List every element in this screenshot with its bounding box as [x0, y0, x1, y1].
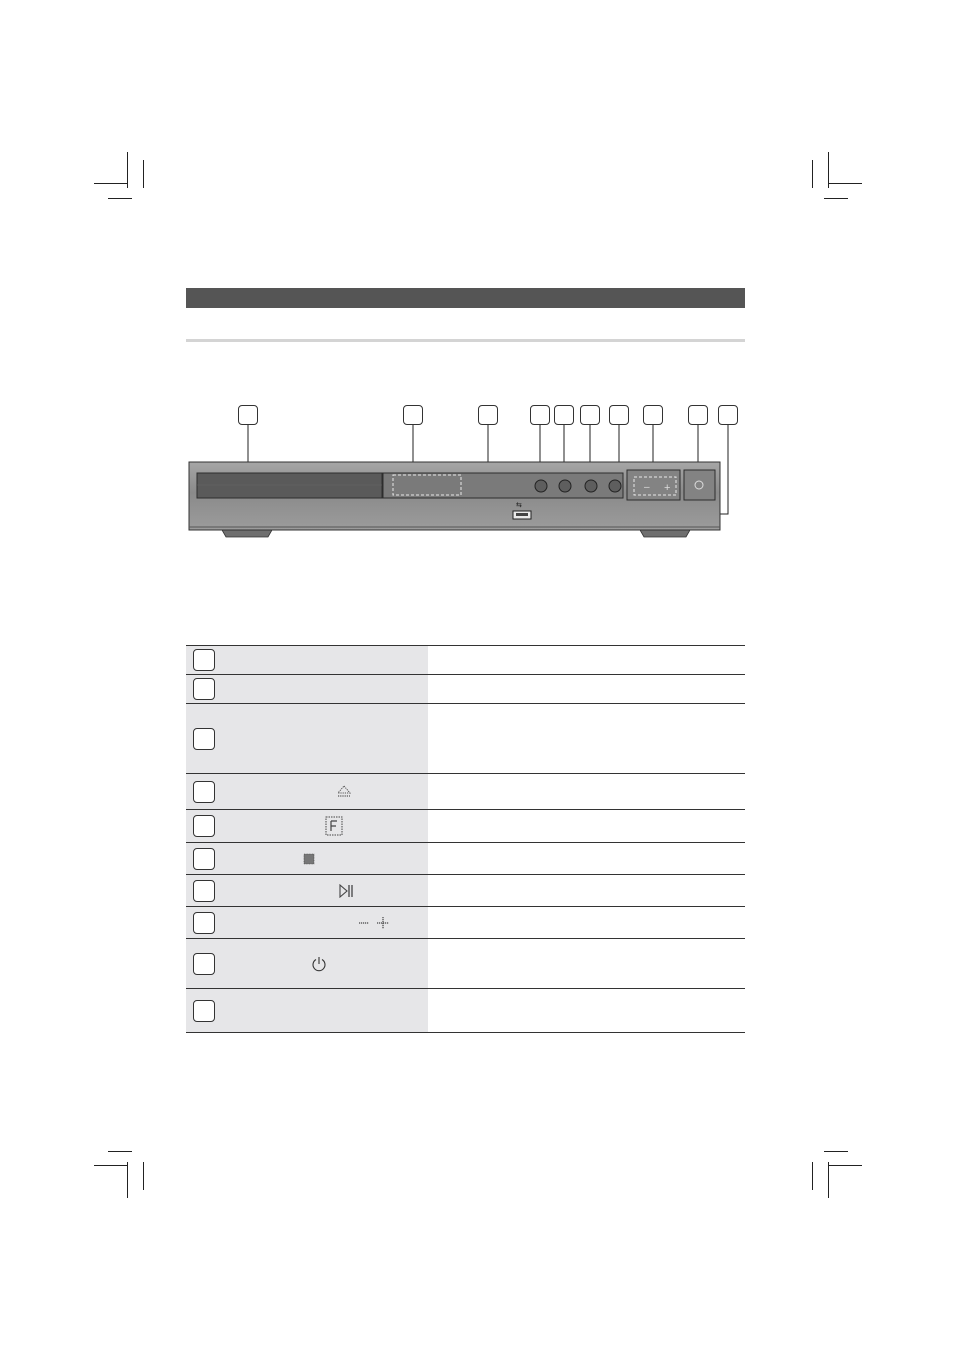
row-number-box [193, 815, 215, 837]
crop-mark [812, 160, 813, 188]
crop-mark [824, 198, 848, 199]
crop-mark [828, 1165, 862, 1166]
row-number-box [193, 848, 215, 870]
function-icon [325, 816, 343, 836]
usb-icon: ⇆ [516, 501, 522, 509]
row-number-box [193, 912, 215, 934]
table-row [186, 939, 745, 989]
subsection-rule [186, 339, 745, 342]
table-row [186, 907, 745, 939]
row-number-box [193, 880, 215, 902]
crop-mark [812, 1162, 813, 1190]
stop-icon [303, 853, 315, 865]
table-row [186, 646, 745, 675]
svg-text:–: – [644, 482, 650, 493]
crop-mark [824, 1151, 848, 1152]
table-row [186, 774, 745, 810]
crop-mark [143, 1162, 144, 1190]
row-number-box [193, 1000, 215, 1022]
row-number-box [193, 649, 215, 671]
crop-mark [94, 183, 128, 184]
crop-mark [108, 1151, 132, 1152]
svg-text:+: + [664, 482, 671, 494]
crop-mark [94, 1165, 128, 1166]
table-row [186, 810, 745, 843]
play-pause-icon [339, 884, 353, 898]
table-row [186, 875, 745, 907]
device-front-panel [180, 400, 740, 545]
table-row [186, 704, 745, 774]
crop-mark [108, 198, 132, 199]
parts-table [186, 645, 745, 1033]
table-row [186, 675, 745, 704]
volume-minus-plus-icon [358, 916, 390, 930]
row-number-box [193, 953, 215, 975]
eject-icon [336, 785, 352, 799]
row-number-box [193, 678, 215, 700]
crop-mark [127, 1162, 128, 1198]
row-number-box [193, 728, 215, 750]
section-title-bar [186, 288, 745, 308]
crop-mark [828, 183, 862, 184]
power-icon [311, 956, 327, 972]
crop-mark [828, 1162, 829, 1198]
table-row [186, 989, 745, 1033]
crop-mark [143, 160, 144, 188]
row-number-box [193, 781, 215, 803]
table-row [186, 843, 745, 875]
